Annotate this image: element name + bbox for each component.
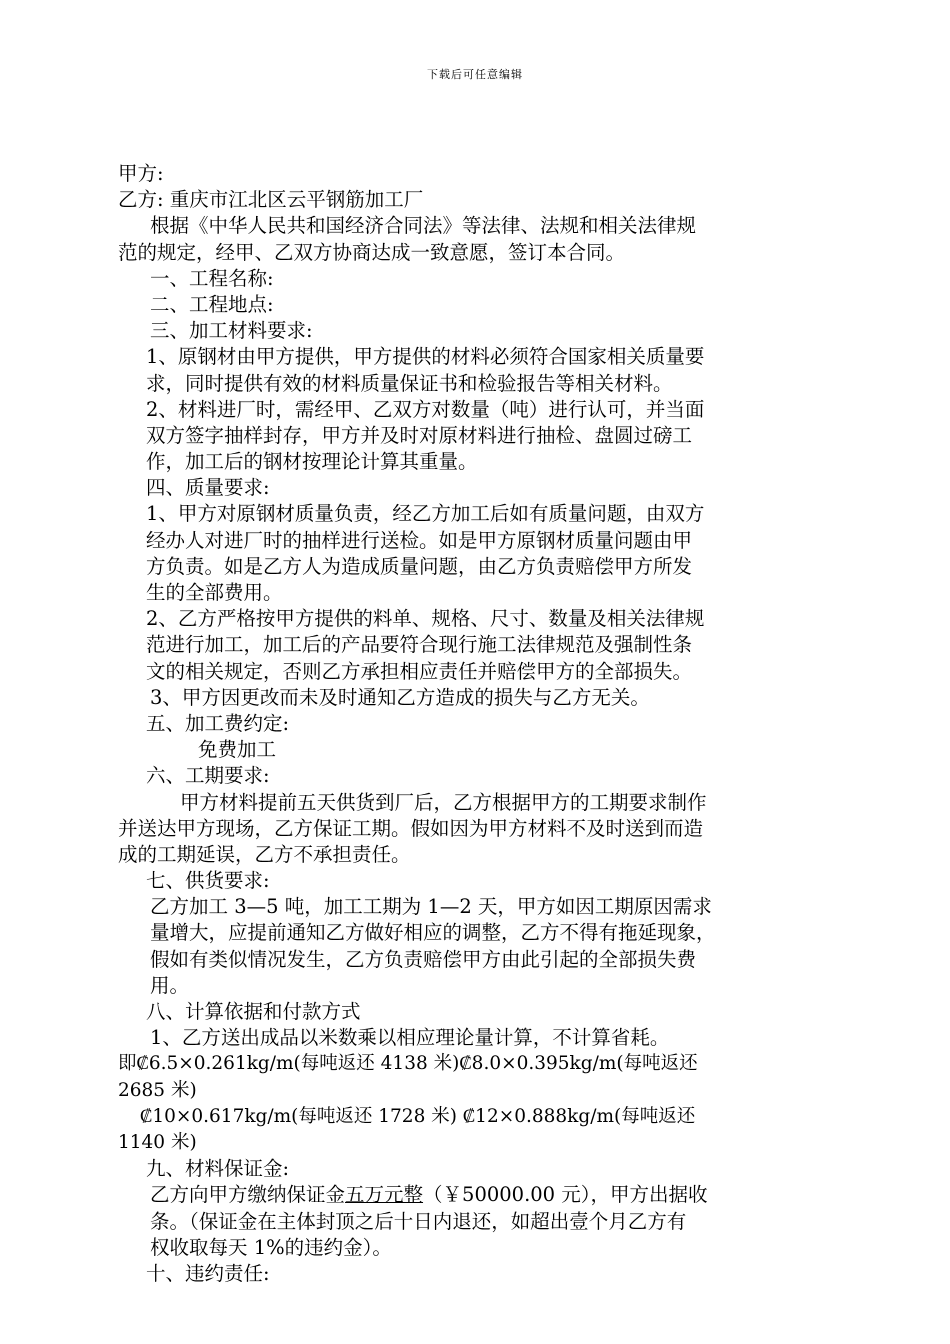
deposit-text-prefix: 乙方向甲方缴纳保证金 xyxy=(150,1183,346,1207)
section-9-line-2: 条。（保证金在主体封顶之后十日内退还，如超出壹个月乙方有 xyxy=(150,1209,687,1233)
section-4-item-2-line-1: 2、乙方严格按甲方提供的料单、规格、尺寸、数量及相关法律规 xyxy=(146,607,705,631)
party-a-line: 甲方: xyxy=(118,162,164,185)
section-1-heading: 一、工程名称: xyxy=(150,266,274,290)
section-6-heading: 六、工期要求: xyxy=(146,764,270,788)
section-4-item-1-line-3: 方负责。如是乙方人为造成质量问题，由乙方负责赔偿甲方所发 xyxy=(146,554,693,578)
rebar-spec-line-1: 即₡6.5×0.261kg/m(每吨返还 4138 米)₡8.0×0.395kg/m(每吨返还 xyxy=(118,1053,698,1075)
section-3-item-1-line-2: 求，同时提供有效的材料质量保证书和检验报告等相关材料。 xyxy=(146,371,673,395)
section-7-line-2: 量增大，应提前通知乙方做好相应的调整，乙方不得有拖延现象， xyxy=(150,921,716,945)
section-7-line-4: 用。 xyxy=(150,973,190,997)
section-8-item-1: 1、乙方送出成品以米数乘以相应理论量计算，不计算省耗。 xyxy=(150,1026,670,1050)
section-10-heading: 十、违约责任: xyxy=(146,1261,270,1285)
party-b-line: 乙方: 重庆市江北区云平钢筋加工厂 xyxy=(118,188,424,212)
rebar-spec-line-2: 2685 米) xyxy=(118,1079,197,1101)
section-7-line-3: 假如有类似情况发生，乙方负责赔偿甲方由此引起的全部损失费 xyxy=(150,947,697,971)
section-4-item-3: 3、甲方因更改而未及时通知乙方造成的损失与乙方无关。 xyxy=(150,685,650,709)
section-7-heading: 七、供货要求: xyxy=(146,869,270,893)
section-3-item-2-line-3: 作，加工后的钢材按理论计算其重量。 xyxy=(146,450,478,474)
section-3-item-2-line-2: 双方签字抽样封存，甲方并及时对原材料进行抽检、盘圆过磅工 xyxy=(146,423,693,447)
section-9-heading: 九、材料保证金: xyxy=(146,1157,290,1181)
section-7-line-1: 乙方加工 3—5 吨，加工工期为 1—2 天，甲方如因工期原因需求 xyxy=(150,895,712,919)
preamble-line-2: 范的规定，经甲、乙双方协商达成一致意愿，签订本合同。 xyxy=(118,240,626,264)
section-9-line-1 xyxy=(118,1182,848,1208)
section-4-item-1-line-2: 经办人对进厂时的抽样进行送检。如是甲方原钢材质量问题由甲 xyxy=(146,528,693,552)
section-3-item-2-line-1: 2、材料进厂时，需经甲、乙双方对数量（吨）进行认可，并当面 xyxy=(146,397,705,421)
deposit-text-suffix: （￥50000.00 元），甲方出据收 xyxy=(423,1183,708,1207)
section-3-item-1-line-1: 1、原钢材由甲方提供，甲方提供的材料必须符合国家相关质量要 xyxy=(146,345,705,369)
section-4-item-1-line-4: 生的全部费用。 xyxy=(146,581,283,604)
section-6-line-3: 成的工期延误，乙方不承担责任。 xyxy=(118,842,411,866)
section-6-line-1: 甲方材料提前五天供货到厂后，乙方根据甲方的工期要求制作 xyxy=(180,790,707,814)
page-header: 下载后可任意编辑 xyxy=(427,68,523,81)
contract-body xyxy=(118,161,848,1287)
section-4-heading: 四、质量要求: xyxy=(146,476,270,500)
section-2-heading: 二、工程地点: xyxy=(150,292,274,316)
section-3-heading: 三、加工材料要求: xyxy=(150,319,313,343)
rebar-spec-line-4: 1140 米) xyxy=(118,1131,197,1153)
section-8-heading: 八、计算依据和付款方式 xyxy=(146,1000,361,1023)
section-6-line-2: 并送达甲方现场，乙方保证工期。假如因为甲方材料不及时送到而造 xyxy=(118,816,704,840)
rebar-spec-line-3: ₡10×0.617kg/m(每吨返还 1728 米) ₡12×0.888kg/m(每吨返还 xyxy=(140,1105,696,1127)
preamble-line-1: 根据《中华人民共和国经济合同法》等法律、法规和相关法律规 xyxy=(150,214,697,238)
section-5-heading: 五、加工费约定: xyxy=(146,711,290,735)
section-4-item-2-line-2: 范进行加工，加工后的产品要符合现行施工法律规范及强制性条 xyxy=(146,633,693,657)
section-4-item-1-line-1: 1、甲方对原钢材质量负责，经乙方加工后如有质量问题，由双方 xyxy=(146,502,705,526)
section-4-item-2-line-3: 文的相关规定，否则乙方承担相应责任并赔偿甲方的全部损失。 xyxy=(146,659,693,683)
deposit-amount-underlined: 五万元整 xyxy=(345,1183,424,1207)
section-5-content: 免费加工 xyxy=(198,738,277,762)
section-9-line-3: 权收取每天 1%的违约金）。 xyxy=(150,1235,392,1259)
